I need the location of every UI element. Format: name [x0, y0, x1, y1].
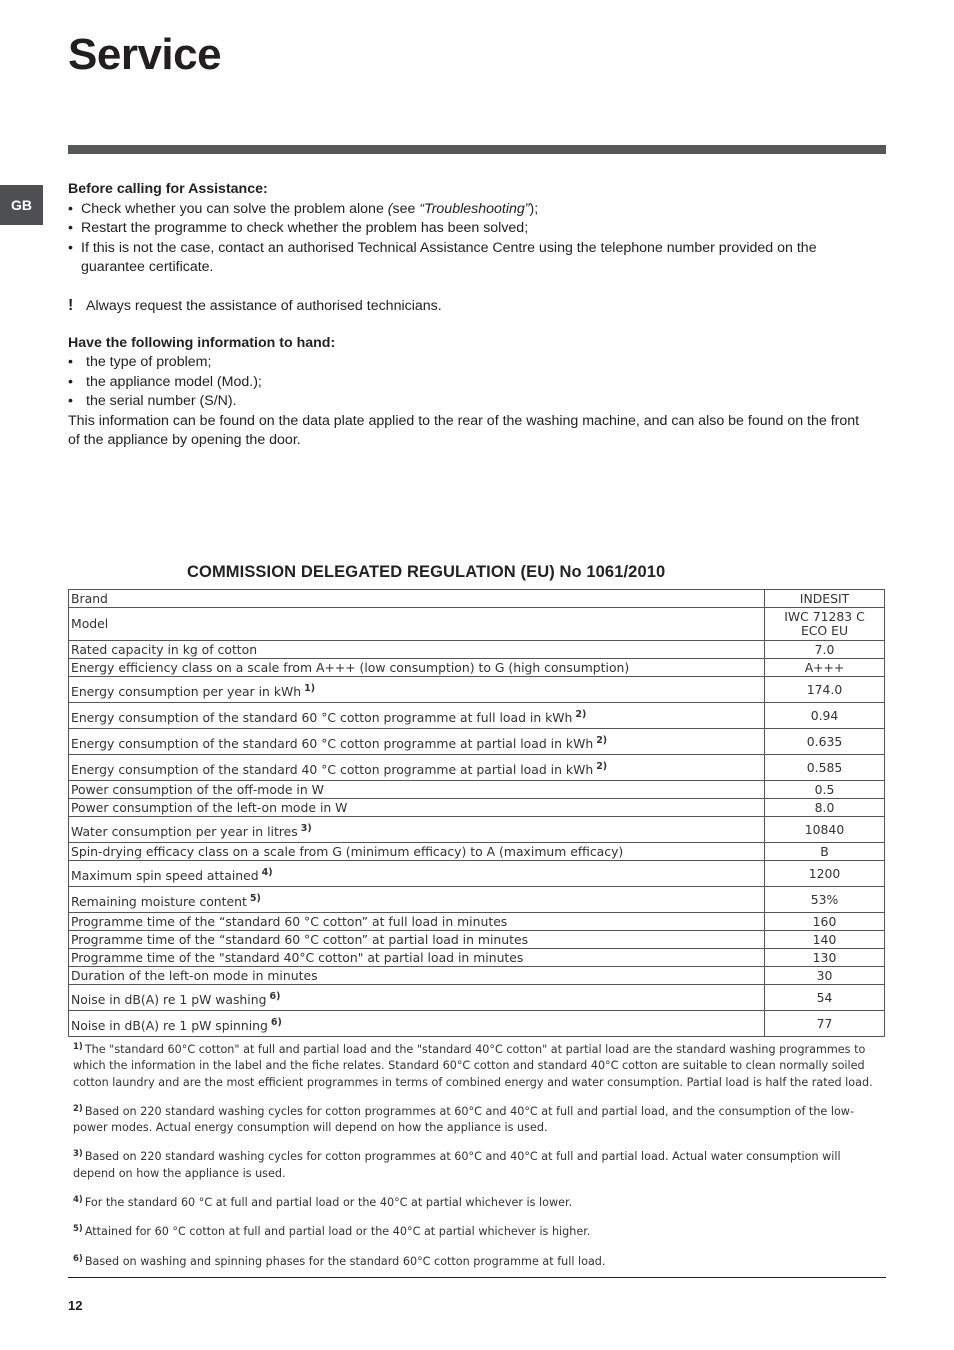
row-value-text: B [820, 844, 829, 859]
row-label [69, 817, 765, 843]
row-value [765, 590, 885, 608]
row-label [69, 659, 765, 677]
table-row [69, 931, 885, 949]
row-label-text: Duration of the left-on mode in minutes [71, 968, 318, 983]
footer-rule [68, 1277, 886, 1278]
footnote [73, 1104, 886, 1137]
row-value-text: 0.585 [806, 759, 843, 775]
row-value [765, 967, 885, 985]
row-value [765, 641, 885, 659]
row-value [765, 729, 885, 755]
row-label-text: Programme time of the “standard 60 °C cotton” at partial load in minutes [71, 932, 529, 947]
footnote [73, 1042, 886, 1091]
footnote [73, 1149, 886, 1182]
row-value [765, 781, 885, 799]
row-value [765, 1011, 885, 1037]
footnote-ref: 1) [304, 682, 316, 694]
bullet-1-see: see [392, 200, 420, 217]
row-label [69, 608, 765, 641]
row-value [765, 843, 885, 861]
list-item [68, 200, 868, 220]
row-value [765, 799, 885, 817]
footnotes [68, 1042, 886, 1270]
bullet-1-paren: ( [387, 200, 393, 217]
row-label [69, 703, 765, 729]
footnote-mark: 3) [73, 1149, 83, 1160]
table-row [69, 985, 885, 1011]
row-value [765, 861, 885, 887]
footnote-ref: 6) [269, 990, 281, 1002]
row-value-text: 174.0 [806, 681, 843, 697]
language-tab: GB [0, 185, 43, 225]
row-label [69, 799, 765, 817]
assistance-heading: Before calling for Assistance: [68, 181, 268, 197]
row-value-text: INDESIT [799, 591, 850, 606]
table-row [69, 817, 885, 843]
footnote-text: For the standard 60 °C at full and partial load or the 40°C at partial whichever is lower. [84, 1196, 573, 1210]
row-label-text: Programme time of the “standard 60 °C cotton” at full load in minutes [71, 914, 508, 929]
row-value-text: 10840 [804, 821, 845, 837]
row-value [765, 887, 885, 913]
footnote-text: The "standard 60°C cotton" at full and partial load and the "standard 40°C cotton" at partial load are the standard washing programmes to which the information in the label and the fiche relates. Standard 60°C cotton and standard 40°C cotton are suitable to clean normally soiled cotton laundry and are the most efficient programmes in terms of combined energy and water consumption. Partial load is half the rated load. [73, 1043, 873, 1089]
row-label [69, 641, 765, 659]
row-value-text: 0.94 [810, 707, 839, 723]
row-value [765, 931, 885, 949]
row-value [765, 703, 885, 729]
row-value-text: 160 [812, 914, 837, 929]
row-value [765, 985, 885, 1011]
row-label-text: Power consumption of the left-on mode in W [71, 800, 348, 815]
footnote-text: Attained for 60 °C cotton at full and partial load or the 40°C at partial whichever is higher. [84, 1225, 591, 1239]
header-rule [68, 145, 886, 154]
row-value-text: 30 [816, 968, 833, 983]
footnote-text: Based on 220 standard washing cycles for cotton programmes at 60°C and 40°C at full and partial load. Actual water consumption will depend on how the appliance is used. [73, 1150, 841, 1180]
row-label [69, 967, 765, 985]
row-label-text: Noise in dB(A) re 1 pW washing [71, 991, 267, 1007]
row-label [69, 861, 765, 887]
assistance-list [68, 200, 868, 278]
row-label-text: Water consumption per year in litres [71, 823, 298, 839]
row-label [69, 677, 765, 703]
regulation-title: COMMISSION DELEGATED REGULATION (EU) No 1061/2010 [187, 563, 666, 581]
row-label-text: Energy consumption of the standard 40 °C cotton programme at partial load in kWh [71, 761, 594, 777]
row-label [69, 781, 765, 799]
footnote-mark: 2) [73, 1103, 83, 1114]
row-label-text: Noise in dB(A) re 1 pW spinning [71, 1017, 268, 1033]
footnote-ref: 2) [596, 734, 608, 746]
row-value [765, 608, 885, 641]
footnote-ref: 5) [249, 892, 261, 904]
warning-note [68, 297, 868, 317]
footnote-mark: 4) [73, 1195, 83, 1206]
product-fiche-table [68, 589, 885, 1037]
warning-text: Always request the assistance of authorised technicians. [86, 298, 442, 314]
row-label-text: Spin-drying efficacy class on a scale from G (minimum efficacy) to A (maximum efficacy) [71, 844, 624, 859]
row-label [69, 1011, 765, 1037]
table-row [69, 1011, 885, 1037]
row-label [69, 887, 765, 913]
row-label [69, 913, 765, 931]
row-label [69, 590, 765, 608]
table-row [69, 913, 885, 931]
row-label-text: Model [71, 616, 109, 631]
row-label-text: Remaining moisture content [71, 893, 247, 909]
table-row [69, 590, 885, 608]
row-value-text: 7.0 [814, 642, 835, 657]
bullet-1-text: Check whether you can solve the problem alone [81, 200, 388, 217]
row-value [765, 817, 885, 843]
footnote [73, 1195, 886, 1211]
footnote-text: Based on washing and spinning phases for the standard 60°C cotton programme at full load. [84, 1254, 606, 1268]
row-value [765, 677, 885, 703]
row-value [765, 755, 885, 781]
row-value-text: IWC 71283 C [784, 609, 865, 624]
table-row [69, 843, 885, 861]
row-label [69, 931, 765, 949]
warning-icon: ! [68, 297, 74, 314]
row-value [765, 913, 885, 931]
table-row [69, 887, 885, 913]
footnote-ref: 4) [261, 866, 273, 878]
list-item: • the serial number (S/N). [68, 392, 868, 412]
row-value-text: 8.0 [814, 800, 835, 815]
row-label [69, 843, 765, 861]
table-row [69, 755, 885, 781]
row-label-text: Energy consumption of the standard 60 °C cotton programme at full load in kWh [71, 709, 573, 725]
table-row [69, 781, 885, 799]
table-row [69, 967, 885, 985]
footnote-ref: 3) [300, 822, 312, 834]
footnote-ref: 6) [270, 1016, 282, 1028]
footnote-ref: 2) [596, 760, 608, 772]
table-row [69, 641, 885, 659]
row-label-text: Programme time of the "standard 40°C cotton" at partial load in minutes [71, 950, 524, 965]
row-value-text: 1200 [808, 865, 841, 881]
row-label [69, 729, 765, 755]
page-title: Service [68, 30, 222, 79]
row-label-text: Rated capacity in kg of cotton [71, 642, 258, 657]
footnote-mark: 1) [73, 1042, 83, 1052]
row-label-text: Brand [71, 591, 108, 606]
row-label [69, 755, 765, 781]
table-row [69, 677, 885, 703]
footnote-mark: 6) [73, 1253, 83, 1264]
list-item: • the appliance model (Mod.); [68, 373, 868, 393]
table-row [69, 861, 885, 887]
footnote-ref: 2) [575, 708, 587, 720]
row-label [69, 949, 765, 967]
info-heading: Have the following information to hand: [68, 334, 336, 351]
row-label-text: Energy consumption of the standard 60 °C cotton programme at partial load in kWh [71, 735, 594, 751]
row-value-text: A+++ [804, 660, 845, 675]
row-value-text: 0.5 [814, 782, 835, 797]
page-number: 12 [68, 1298, 83, 1313]
table-row [69, 659, 885, 677]
footnote [73, 1224, 886, 1240]
footnote-mark: 5) [73, 1224, 83, 1235]
row-value-text-line2: ECO EU [800, 623, 849, 638]
row-value-text: 54 [816, 989, 833, 1005]
table-row [69, 799, 885, 817]
footnote [73, 1254, 886, 1270]
list-item: • If this is not the case, contact an authorised Technical Assistance Centre using the telephone number provided on the guarantee certificate. [68, 239, 868, 278]
list-item: • the type of problem; [68, 353, 868, 373]
assistance-section [68, 180, 868, 451]
table-row [69, 729, 885, 755]
footnote-text: Based on 220 standard washing cycles for cotton programmes at 60°C and 40°C at full and partial load, and the consumption of the low-power modes. Actual energy consumption will depend on how the appliance is used. [73, 1104, 854, 1135]
list-item: • Restart the programme to check whether the problem has been solved; [68, 219, 868, 239]
bullet-1-end: ); [529, 200, 539, 217]
row-label [69, 985, 765, 1011]
table-row [69, 608, 885, 641]
row-label-text: Energy efficiency class on a scale from A+++ (low consumption) to G (high consumption) [71, 660, 630, 675]
info-list [68, 353, 868, 412]
row-value [765, 659, 885, 677]
row-value-text: 140 [812, 932, 837, 947]
regulation-section [68, 563, 886, 1270]
row-label-text: Energy consumption per year in kWh [71, 683, 302, 699]
table-row [69, 703, 885, 729]
row-value-text: 0.635 [806, 733, 843, 749]
row-value-text: 53% [810, 891, 839, 907]
row-value-text: 77 [816, 1015, 833, 1031]
row-label-text: Maximum spin speed attained [71, 867, 259, 883]
row-value [765, 949, 885, 967]
row-value-text: 130 [812, 950, 837, 965]
info-paragraph: This information can be found on the data plate applied to the rear of the washing machine, and can also be found on the front of the appliance by opening the door. [68, 412, 860, 448]
troubleshooting-reference: “Troubleshooting” [419, 200, 530, 217]
row-label-text: Power consumption of the off-mode in W [71, 782, 324, 797]
table-row [69, 949, 885, 967]
